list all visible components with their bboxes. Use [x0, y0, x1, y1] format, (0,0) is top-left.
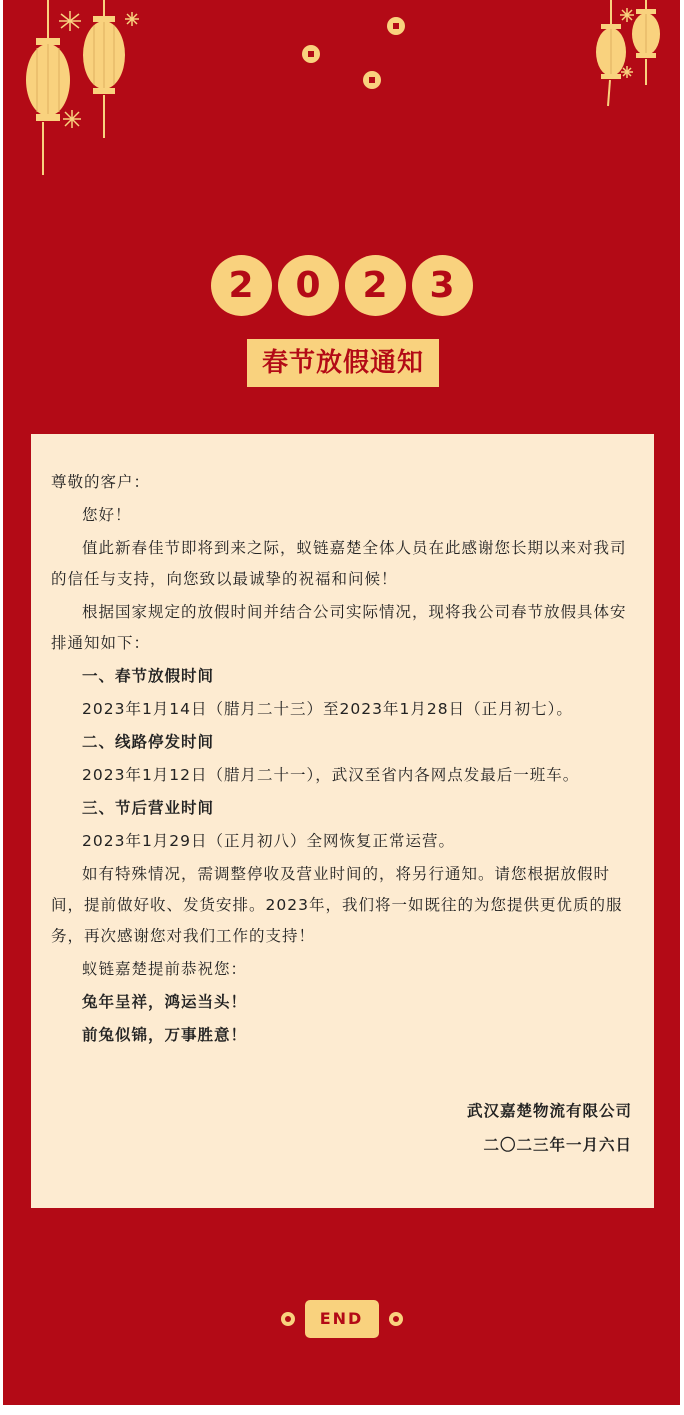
section-text: 2023年1月12日（腊月二十一），武汉至省内各网点发最后一班车。 [82, 766, 580, 784]
section-heading: 二、线路停发时间 [82, 733, 215, 751]
section-text: 2023年1月14日（腊月二十三）至2023年1月28日（正月初七）。 [82, 700, 573, 718]
firework-icon [621, 66, 633, 78]
firework-icon [620, 8, 634, 22]
wish-line: 兔年呈祥，鸿运当头！ [82, 993, 248, 1011]
end-badge: END [305, 1300, 379, 1338]
signature-date: 二〇二三年一月六日 [483, 1136, 632, 1154]
wish-line: 前兔似锦，万事胜意！ [82, 1026, 248, 1044]
year-digit: 0 [278, 255, 339, 316]
intro-paragraph: 值此新春佳节即将到来之际，蚁链嘉楚全体人员在此感谢您长期以来对我司的信任与支持，向您致以最诚挚的祝福和问候！ [51, 539, 627, 588]
wish-intro: 蚁链嘉楚提前恭祝您： [82, 960, 248, 978]
lantern-icon [83, 0, 125, 138]
greeting: 您好！ [82, 506, 132, 524]
section-heading: 一、春节放假时间 [82, 667, 215, 685]
year-row [3, 255, 680, 316]
salutation: 尊敬的客户： [51, 473, 151, 491]
coin-icon [387, 17, 405, 35]
year-digit: 2 [345, 255, 406, 316]
section-heading: 三、节后营业时间 [82, 799, 215, 817]
firework-icon [125, 12, 139, 26]
coin-icon [389, 1312, 403, 1326]
notice-letter [31, 434, 654, 1208]
coin-icon [363, 71, 381, 89]
section-text: 2023年1月29日（正月初八）全网恢复正常运营。 [82, 832, 456, 850]
coin-icon [302, 45, 320, 63]
poster [3, 0, 680, 1405]
year-digit: 3 [412, 255, 473, 316]
firework-icon [59, 11, 81, 31]
lantern-icon [596, 0, 626, 106]
firework-icon [63, 110, 81, 128]
company-signature: 武汉嘉楚物流有限公司 [466, 1102, 632, 1120]
coin-icon [281, 1312, 295, 1326]
year-digit: 2 [211, 255, 272, 316]
page-title: 春节放假通知 [247, 339, 439, 387]
decorations [3, 0, 680, 200]
lantern-icon [632, 0, 660, 85]
end-marker [3, 1300, 680, 1338]
closing-paragraph: 如有特殊情况，需调整停收及营业时间的，将另行通知。请您根据放假时间，提前做好收、发货安排。2023年，我们将一如既往的为您提供更优质的服务，再次感谢您对我们工作的支持！ [51, 865, 623, 945]
basis-paragraph: 根据国家规定的放假时间并结合公司实际情况，现将我公司春节放假具体安排通知如下： [51, 603, 627, 652]
